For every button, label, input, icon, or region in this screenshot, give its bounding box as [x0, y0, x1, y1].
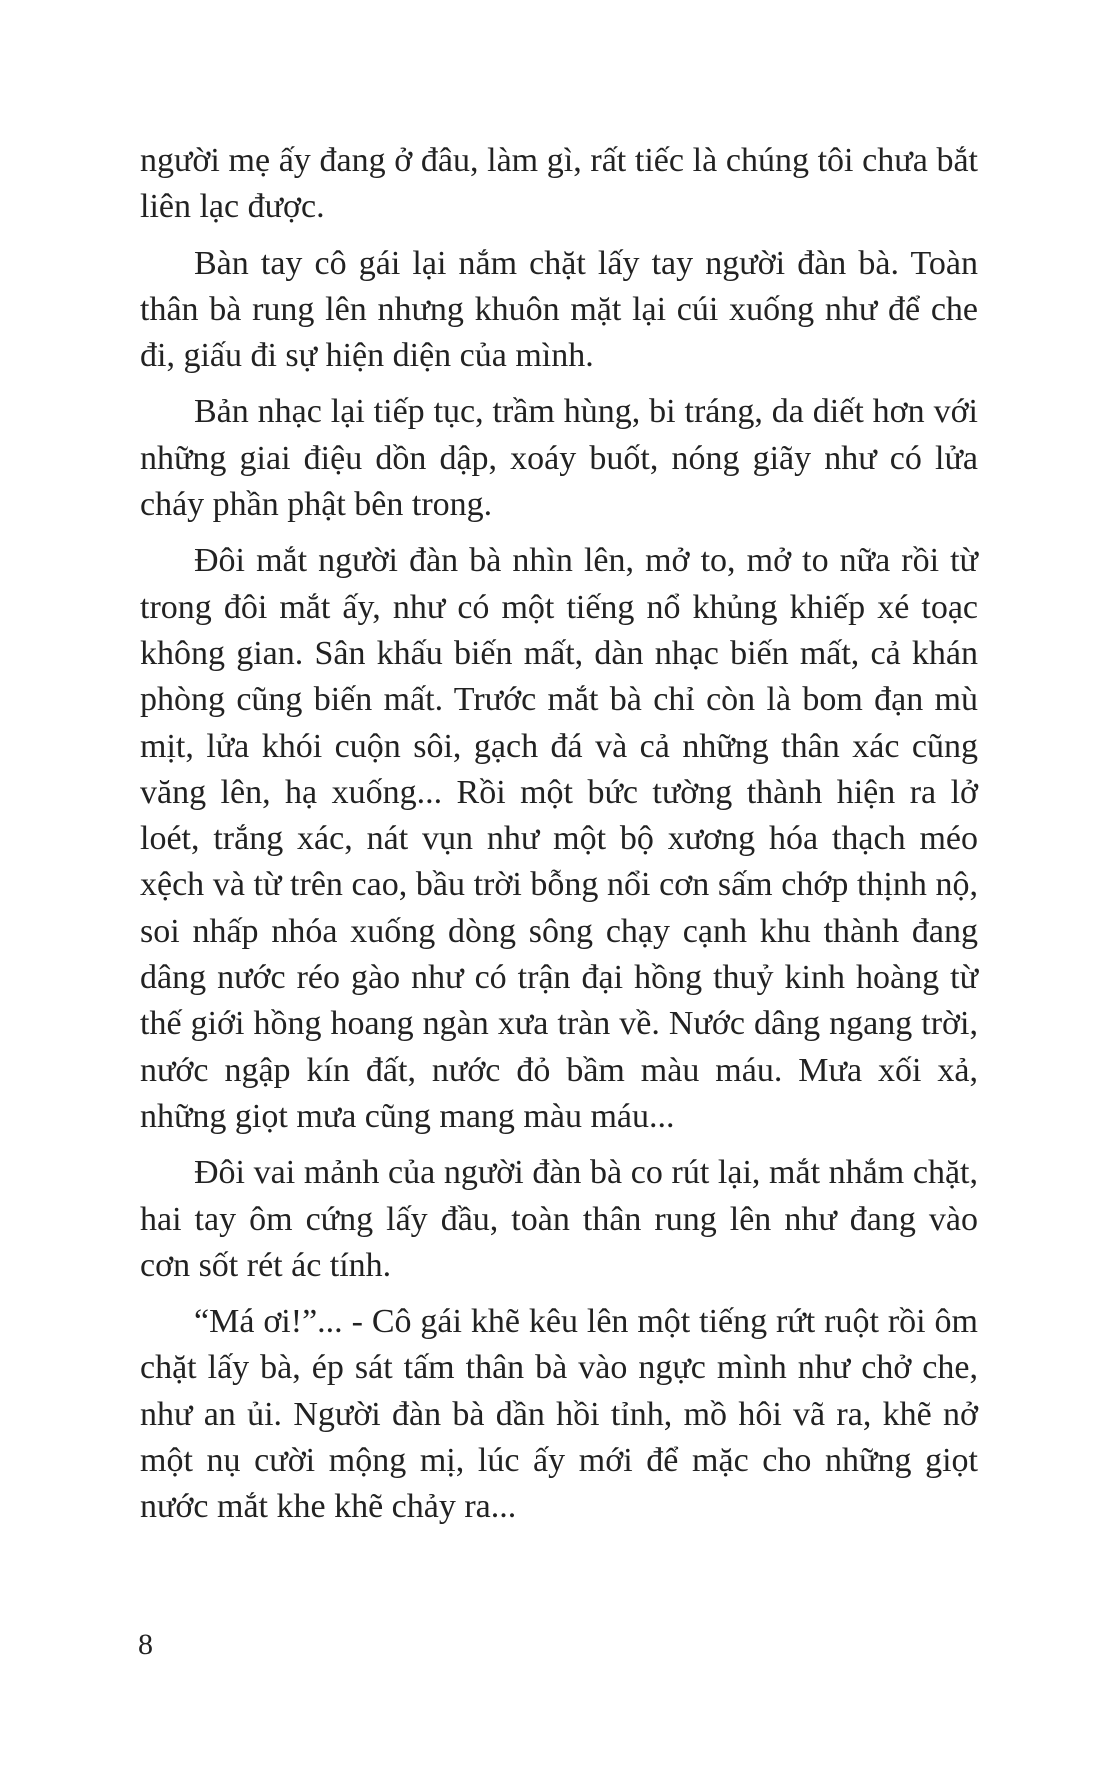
- page-number: 8: [138, 1628, 153, 1661]
- paragraph-1: người mẹ ấy đang ở đâu, làm gì, rất tiếc là chúng tôi chưa bắt liên lạc được.: [140, 142, 978, 226]
- paragraph-4: Đôi mắt người đàn bà nhìn lên, mở to, mở to nữa rồi từ trong đôi mắt ấy, như có một tiếng nổ khủng khiếp xé toạc không gian. Sân khấu biến mất, dàn nhạc biến mất, cả khán phòng cũng biến mất. Trước mắt bà chỉ còn là bom đạn mù mịt, lửa khói cuộn sôi, gạch đá và cả những thân xác cũng văng lên, hạ xuống... Rồi một bức tường thành hiện ra lở loét, trắng xác, nát vụn như một bộ xương hóa thạch méo xệch và từ trên cao, bầu trời bỗng nổi cơn sấm chớp thịnh nộ, soi nhấp nhóa xuống dòng sông chạy cạnh khu thành đang dâng nước réo gào như có trận đại hồng thuỷ kinh hoàng từ thế giới hồng hoang ngàn xưa tràn về. Nước dâng ngang trời, nước ngập kín đất, nước đỏ bầm màu máu. Mưa xối xả, những giọt mưa cũng mang màu máu...: [140, 542, 978, 1135]
- paragraph-2: Bàn tay cô gái lại nắm chặt lấy tay người đàn bà. Toàn thân bà rung lên nhưng khuôn mặt lại cúi xuống như để che đi, giấu đi sự hiện diện của mình.: [140, 244, 978, 375]
- paragraph-5: Đôi vai mảnh của người đàn bà co rút lại, mắt nhắm chặt, hai tay ôm cứng lấy đầu, toàn thân rung lên như đang vào cơn sốt rét ác tính.: [140, 1154, 978, 1284]
- paragraph-3: Bản nhạc lại tiếp tục, trầm hùng, bi tráng, da diết hơn với những giai điệu dồn dập, xoáy buốt, nóng giãy như có lửa cháy phần phật bên trong.: [140, 393, 978, 524]
- body-text: [140, 138, 978, 1541]
- paragraph-6: “Má ơi!”... - Cô gái khẽ kêu lên một tiếng rứt ruột rồi ôm chặt lấy bà, ép sát tấm thân bà vào ngực mình như chở che, như an ủi. Người đàn bà dần hồi tỉnh, mồ hôi vã ra, khẽ nở một nụ cười mộng mị, lúc ấy mới để mặc cho những giọt nước mắt khe khẽ chảy ra...: [140, 1303, 978, 1526]
